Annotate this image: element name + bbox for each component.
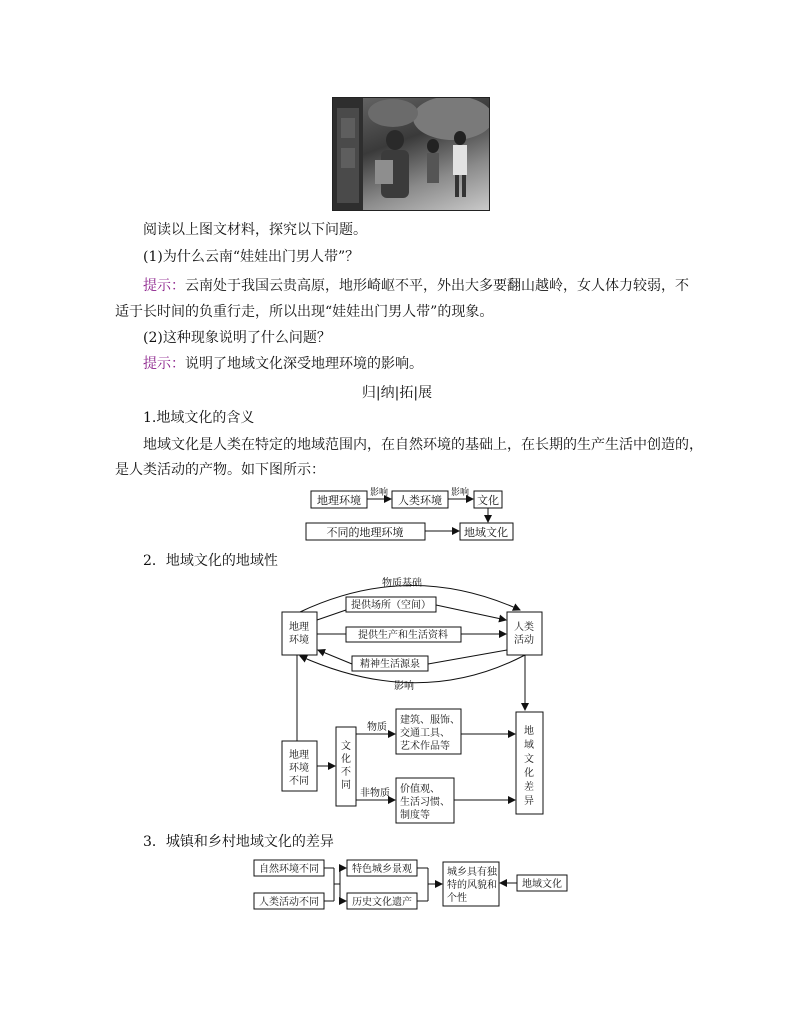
- label-human-l1: 人类: [514, 622, 534, 633]
- question-1: (1)为什么云南“娃娃出门男人带”？: [143, 249, 360, 265]
- label-culture-diff-1: 文: [341, 741, 351, 752]
- label-unique-l3: 个性: [447, 893, 467, 904]
- label-regional-diff-1: 地: [524, 726, 534, 737]
- label-nonmat-items-l2: 生活习惯、: [400, 797, 450, 808]
- section-2-title: 2．地域文化的地域性: [143, 553, 278, 569]
- answer-2: 提示：说明了地域文化深受地理环境的影响。: [143, 356, 423, 372]
- label-unique-l1: 城乡具有独: [447, 867, 497, 878]
- label-landscape: 特色城乡景观: [352, 864, 412, 875]
- label-provide-space: 提供场所（空间）: [351, 600, 431, 611]
- label-regional-diff-5: 差: [524, 782, 534, 793]
- label-diff-geo-env: 不同的地理环境: [326, 526, 404, 539]
- label-human-diff: 人类活动不同: [259, 897, 319, 908]
- label-human-env: 人类环境: [398, 494, 442, 507]
- section-1-title: 1.地域文化的含义: [143, 410, 255, 426]
- label-regional-diff-6: 异: [524, 796, 534, 807]
- question-2: (2)这种现象说明了什么问题？: [143, 330, 331, 346]
- section-1-line-2: 是人类活动的产物。如下图所示：: [115, 462, 325, 478]
- label-material: 物质: [367, 722, 387, 733]
- hint-label: 提示：: [143, 278, 185, 294]
- label-non-material: 非物质: [360, 788, 390, 799]
- label-influence-2: 影响: [450, 488, 470, 498]
- section-3-title: 3．城镇和乡村地域文化的差异: [143, 834, 334, 850]
- label-material-items-l1: 建筑、服饰、: [400, 715, 460, 726]
- label-geo-diff-l3: 不同: [289, 776, 309, 787]
- label-culture-diff-2: 化: [341, 754, 351, 765]
- label-culture-diff-3: 不: [341, 767, 351, 778]
- label-spiritual-source: 精神生活源泉: [360, 659, 420, 670]
- label-regional-culture-3: 地域文化: [522, 879, 562, 890]
- label-nonmat-items-l3: 制度等: [400, 810, 430, 821]
- label-influence: 影响: [394, 681, 414, 692]
- label-regional-diff-4: 化: [524, 768, 534, 779]
- label-culture: 文化: [477, 494, 499, 507]
- label-geo-diff-l1: 地理: [289, 750, 309, 761]
- hint-label: 提示：: [143, 356, 185, 372]
- label-influence-1: 影响: [369, 488, 389, 498]
- label-human-l2: 活动: [514, 635, 534, 646]
- label-provide-resources: 提供生产和生活资料: [358, 630, 448, 641]
- summary-title: 归|纳|拓|展: [361, 385, 433, 401]
- label-geo-diff-l2: 环境: [289, 763, 309, 774]
- answer-1-line-2: 适于长时间的负重行走，所以出现“娃娃出门男人带”的现象。: [115, 304, 494, 320]
- label-natural-diff: 自然环境不同: [259, 864, 319, 875]
- label-unique-l2: 特的风貌和: [447, 880, 497, 891]
- label-heritage: 历史文化遗产: [352, 897, 412, 908]
- label-culture-diff-4: 同: [341, 780, 351, 791]
- label-material-items-l2: 交通工具、: [400, 728, 450, 739]
- label-material-items-l3: 艺术作品等: [400, 741, 450, 752]
- label-regional-diff-3: 文: [524, 754, 534, 765]
- intro-text: 阅读以上图文材料，探究以下问题。: [143, 222, 367, 238]
- label-geo-env: 地理环境: [317, 494, 361, 507]
- label-regional-culture: 地域文化: [464, 526, 508, 539]
- answer-1-line-1: 提示：云南处于我国云贵高原，地形崎岖不平，外出大多要翻山越岭，女人体力较弱，不: [143, 278, 689, 294]
- label-regional-diff-2: 域: [524, 740, 534, 751]
- label-geo-env-l2: 环境: [289, 635, 309, 646]
- label-geo-env-l1: 地理: [289, 622, 309, 633]
- label-material-base: 物质基础: [382, 578, 422, 589]
- label-nonmat-items-l1: 价值观、: [400, 784, 440, 795]
- section-1-line-1: 地域文化是人类在特定的地域范围内，在自然环境的基础上，在长期的生产生活中创造的，: [143, 437, 703, 453]
